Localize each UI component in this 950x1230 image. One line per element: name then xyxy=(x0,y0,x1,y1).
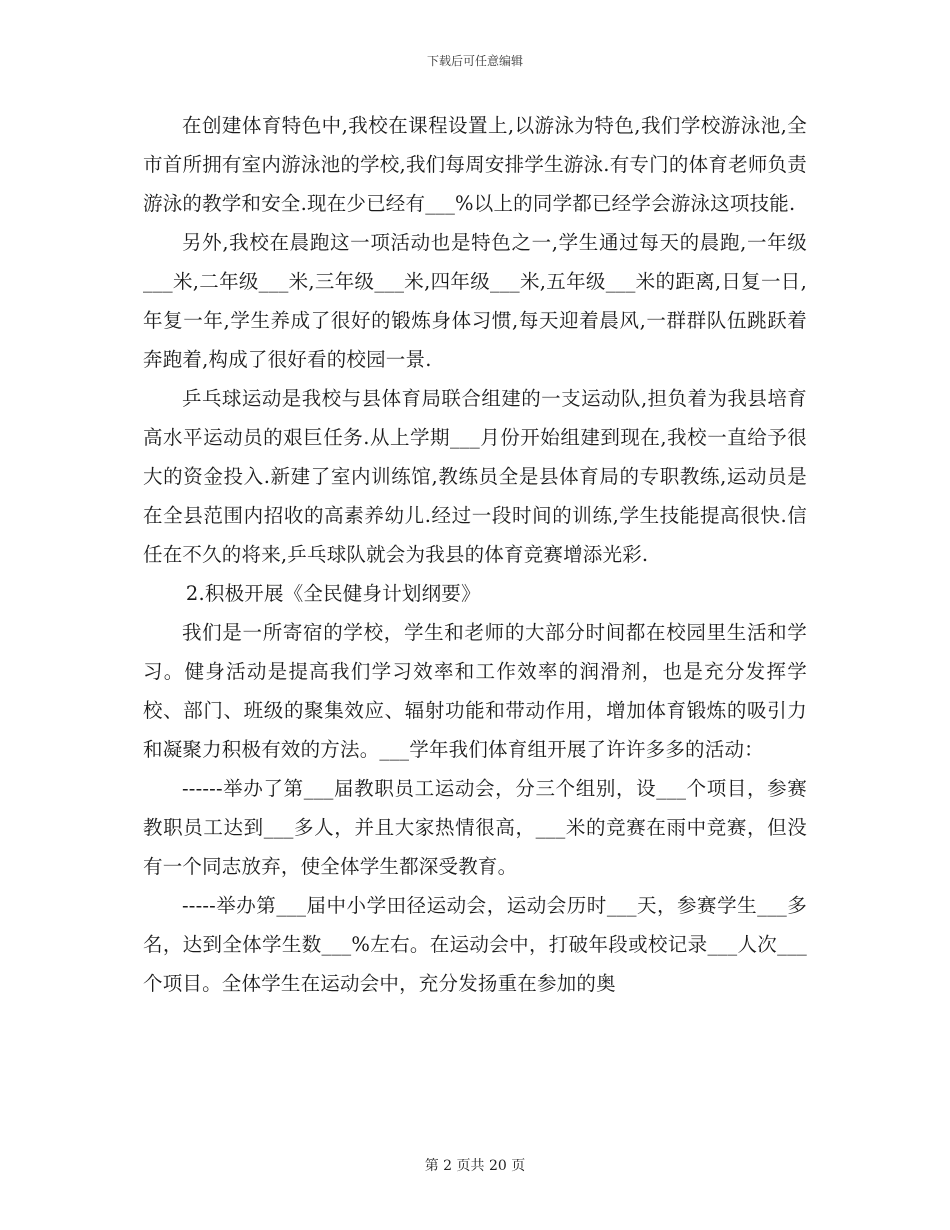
paragraph-morning-run: 另外,我校在晨跑这一项活动也是特色之一,学生通过每天的晨跑,一年级___米,二年级___米,三年级___米,四年级___米,五年级___米的距离,日复一日,年复一年,学生养成了很好的锻炼身体习惯,每天迎着晨风,一群群队伍跳跃着奔跑着,构成了很好看的校园一景. xyxy=(143,231,807,371)
paragraph-staff-games: ------举办了第___届教职员工运动会，分三个组别，设___个项目，参赛教职员工达到___多人，并且大家热情很高，___米的竞赛在雨中竞赛，但没有一个同志放弃，使全体学生都深受教育。 xyxy=(143,777,807,878)
document-body xyxy=(143,106,807,1003)
paragraph-swimming: 在创建体育特色中,我校在课程设置上,以游泳为特色,我们学校游泳池,全市首所拥有室内游泳池的学校,我们每周安排学生游泳.有专门的体育老师负责游泳的教学和安全.现在少已经有___%以上的同学都已经学会游泳这项技能. xyxy=(143,114,807,215)
paragraph-table-tennis: 乒乓球运动是我校与县体育局联合组建的一支运动队,担负着为我县培育高水平运动员的艰巨任务.从上学期___月份开始组建到现在,我校一直给予很大的资金投入.新建了室内训练馆,教练员全是县体育局的专职教练,运动员是在全县范围内招收的高素养幼儿.经过一段时间的训练,学生技能提高很快.信任在不久的将来,乒乓球队就会为我县的体育竞赛增添光彩. xyxy=(143,387,807,566)
page-header: 下载后可任意编辑 xyxy=(426,54,523,68)
paragraph-fitness: 我们是一所寄宿的学校，学生和老师的大部分时间都在校园里生活和学习。健身活动是提高我们学习效率和工作效率的润滑剂，也是充分发挥学校、部门、班级的聚集效应、辐射功能和带动作用，增加体育锻炼的吸引力和凝聚力积极有效的方法。___学年我们体育组开展了许许多多的活动： xyxy=(143,621,807,761)
section-heading: 2.积极开展《全民健身计划纲要》 xyxy=(185,582,481,605)
paragraph-track-meet: -----举办第___届中小学田径运动会，运动会历时___天，参赛学生___多名，达到全体学生数___%左右。在运动会中，打破年段或校记录___人次___个项目。全体学生在运动会中，充分发扬重在参加的奥 xyxy=(143,894,807,995)
page-number: 第 2 页共 20 页 xyxy=(424,1158,526,1174)
